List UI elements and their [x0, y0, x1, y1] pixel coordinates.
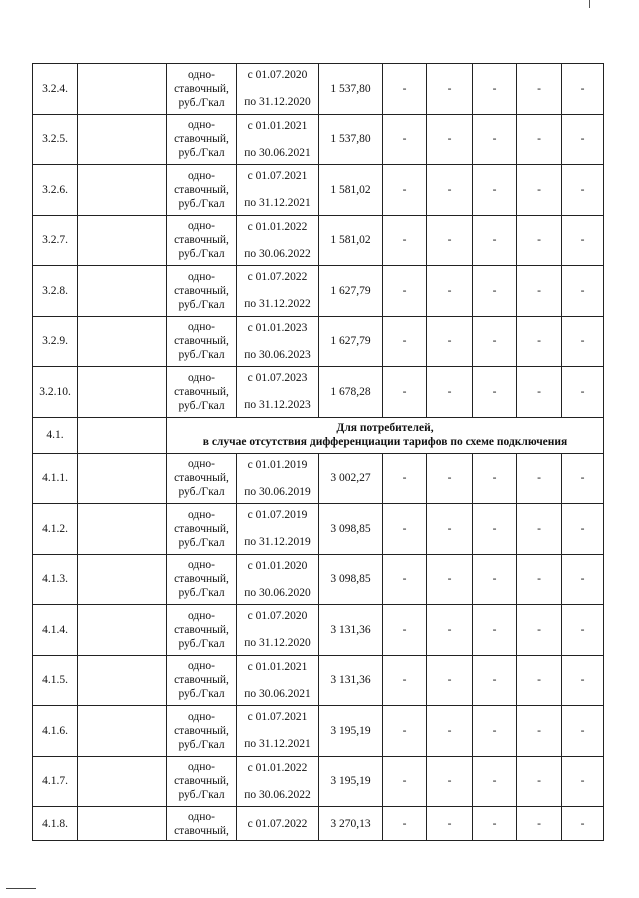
unit-line: руб./Гкал — [178, 197, 225, 210]
row-tariff-value: 3 270,13 — [319, 807, 383, 841]
row-blank-cell — [78, 266, 167, 317]
row-blank-cell — [78, 367, 167, 418]
row-empty-value: - — [562, 453, 604, 504]
period-to: по 30.06.2021 — [244, 146, 311, 159]
period-to: по 31.12.2021 — [244, 738, 311, 751]
row-empty-value: - — [473, 266, 517, 317]
row-empty-value: - — [473, 756, 517, 807]
unit-line: одно- — [187, 761, 215, 774]
row-empty-value: - — [427, 367, 473, 418]
row-empty-value: - — [383, 504, 427, 555]
table-row — [33, 165, 604, 216]
table-row — [33, 655, 604, 706]
table-row — [33, 64, 604, 115]
row-unit — [167, 655, 237, 706]
row-empty-value: - — [383, 605, 427, 656]
row-empty-value: - — [383, 215, 427, 266]
row-empty-value: - — [383, 367, 427, 418]
row-blank-cell — [78, 316, 167, 367]
period-from: с 01.01.2019 — [247, 458, 308, 471]
row-empty-value: - — [427, 756, 473, 807]
row-empty-value: - — [473, 64, 517, 115]
row-empty-value: - — [427, 504, 473, 555]
table-row — [33, 605, 604, 656]
unit-line: ставочный, — [174, 385, 229, 398]
period-from: с 01.07.2022 — [247, 271, 308, 284]
unit-line: одно- — [187, 810, 215, 823]
period-to: по 31.12.2021 — [244, 197, 311, 210]
row-unit — [167, 504, 237, 555]
unit-line: ставочный, — [174, 824, 229, 837]
section-code: 4.1. — [33, 417, 78, 453]
unit-line: руб./Гкал — [178, 298, 225, 311]
row-empty-value: - — [517, 64, 562, 115]
section-title-line1: Для потребителей, — [336, 422, 434, 434]
unit-line: одно- — [187, 220, 215, 233]
period-from: с 01.01.2023 — [247, 321, 308, 334]
unit-line: руб./Гкал — [178, 789, 225, 802]
row-empty-value: - — [517, 114, 562, 165]
period-to: по 30.06.2020 — [244, 586, 311, 599]
row-tariff-value: 1 678,28 — [319, 367, 383, 418]
row-code: 4.1.1. — [33, 453, 78, 504]
period-from: с 01.01.2022 — [247, 761, 308, 774]
row-empty-value: - — [562, 367, 604, 418]
row-empty-value: - — [473, 316, 517, 367]
period-to: по 30.06.2019 — [244, 485, 311, 498]
row-empty-value: - — [473, 807, 517, 841]
section-header-row — [33, 417, 604, 453]
period-to: по 30.06.2021 — [244, 687, 311, 700]
row-empty-value: - — [427, 605, 473, 656]
period-to: по 30.06.2022 — [244, 247, 311, 260]
unit-line: ставочный, — [174, 623, 229, 636]
row-period — [237, 165, 319, 216]
period-from: с 01.07.2022 — [247, 817, 308, 830]
row-empty-value: - — [473, 165, 517, 216]
row-empty-value: - — [427, 165, 473, 216]
table-row — [33, 504, 604, 555]
row-empty-value: - — [517, 165, 562, 216]
row-blank-cell — [78, 215, 167, 266]
row-empty-value: - — [427, 655, 473, 706]
row-empty-value: - — [517, 453, 562, 504]
row-code: 3.2.4. — [33, 64, 78, 115]
row-empty-value: - — [473, 655, 517, 706]
row-empty-value: - — [562, 706, 604, 757]
row-period — [237, 453, 319, 504]
row-empty-value: - — [383, 453, 427, 504]
period-from: с 01.01.2021 — [247, 119, 308, 132]
row-empty-value: - — [473, 554, 517, 605]
unit-line: одно- — [187, 68, 215, 81]
unit-line: руб./Гкал — [178, 147, 225, 160]
row-empty-value: - — [562, 504, 604, 555]
row-empty-value: - — [562, 165, 604, 216]
period-from: с 01.01.2020 — [247, 559, 308, 572]
row-code: 4.1.7. — [33, 756, 78, 807]
table-row — [33, 367, 604, 418]
row-empty-value: - — [517, 756, 562, 807]
row-code: 3.2.10. — [33, 367, 78, 418]
row-period — [237, 756, 319, 807]
row-tariff-value: 1 537,80 — [319, 114, 383, 165]
row-empty-value: - — [562, 266, 604, 317]
top-edge-mark — [589, 0, 590, 8]
unit-line: ставочный, — [174, 82, 229, 95]
row-blank-cell — [78, 605, 167, 656]
unit-line: одно- — [187, 169, 215, 182]
row-empty-value: - — [562, 756, 604, 807]
row-unit — [167, 554, 237, 605]
row-code: 3.2.6. — [33, 165, 78, 216]
unit-line: одно- — [187, 660, 215, 673]
row-code: 3.2.9. — [33, 316, 78, 367]
row-empty-value: - — [562, 655, 604, 706]
row-blank-cell — [78, 453, 167, 504]
period-from: с 01.07.2019 — [247, 509, 308, 522]
period-to: по 31.12.2020 — [244, 637, 311, 650]
row-period — [237, 605, 319, 656]
row-empty-value: - — [427, 554, 473, 605]
tariff-table — [32, 63, 604, 841]
row-empty-value: - — [517, 605, 562, 656]
unit-line: руб./Гкал — [178, 688, 225, 701]
row-empty-value: - — [517, 266, 562, 317]
row-tariff-value: 1 627,79 — [319, 266, 383, 317]
row-code: 4.1.6. — [33, 706, 78, 757]
unit-line: одно- — [187, 321, 215, 334]
row-blank-cell — [78, 807, 167, 841]
row-code: 3.2.8. — [33, 266, 78, 317]
unit-line: руб./Гкал — [178, 536, 225, 549]
row-empty-value: - — [517, 367, 562, 418]
section-title — [167, 417, 604, 453]
row-blank-cell — [78, 655, 167, 706]
row-empty-value: - — [562, 554, 604, 605]
row-empty-value: - — [562, 64, 604, 115]
row-empty-value: - — [473, 453, 517, 504]
row-empty-value: - — [427, 706, 473, 757]
row-unit — [167, 114, 237, 165]
row-period — [237, 316, 319, 367]
unit-line: руб./Гкал — [178, 248, 225, 261]
unit-line: ставочный, — [174, 522, 229, 535]
row-period — [237, 367, 319, 418]
row-empty-value: - — [427, 215, 473, 266]
row-empty-value: - — [473, 605, 517, 656]
unit-line: ставочный, — [174, 284, 229, 297]
row-empty-value: - — [383, 165, 427, 216]
unit-line: ставочный, — [174, 573, 229, 586]
row-empty-value: - — [562, 114, 604, 165]
row-empty-value: - — [473, 215, 517, 266]
row-period — [237, 215, 319, 266]
row-empty-value: - — [517, 215, 562, 266]
row-unit — [167, 266, 237, 317]
row-code: 4.1.4. — [33, 605, 78, 656]
last-row-group — [33, 807, 604, 841]
row-tariff-value: 3 098,85 — [319, 504, 383, 555]
table-row — [33, 114, 604, 165]
row-period — [237, 706, 319, 757]
unit-line: одно- — [187, 710, 215, 723]
row-tariff-value: 1 581,02 — [319, 215, 383, 266]
unit-line: одно- — [187, 559, 215, 572]
row-empty-value: - — [473, 706, 517, 757]
row-unit — [167, 215, 237, 266]
row-tariff-value: 3 131,36 — [319, 605, 383, 656]
row-empty-value: - — [427, 807, 473, 841]
row-code: 4.1.3. — [33, 554, 78, 605]
row-blank-cell — [78, 165, 167, 216]
unit-line: ставочный, — [174, 775, 229, 788]
period-from: с 01.01.2022 — [247, 220, 308, 233]
row-code: 4.1.8. — [33, 807, 78, 841]
rows-group-3-2 — [33, 64, 604, 418]
row-tariff-value: 3 098,85 — [319, 554, 383, 605]
period-to: по 31.12.2020 — [244, 96, 311, 109]
table-row — [33, 706, 604, 757]
unit-line: ставочный, — [174, 724, 229, 737]
row-period — [237, 114, 319, 165]
unit-line: руб./Гкал — [178, 399, 225, 412]
unit-line: одно- — [187, 270, 215, 283]
unit-line: одно- — [187, 609, 215, 622]
row-empty-value: - — [383, 756, 427, 807]
table-row — [33, 807, 604, 841]
row-period — [237, 266, 319, 317]
row-blank-cell — [78, 554, 167, 605]
row-unit — [167, 605, 237, 656]
table-row — [33, 215, 604, 266]
row-period — [237, 504, 319, 555]
row-empty-value: - — [427, 114, 473, 165]
period-to: по 31.12.2019 — [244, 536, 311, 549]
row-tariff-value: 3 195,19 — [319, 756, 383, 807]
table-row — [33, 266, 604, 317]
period-to: по 31.12.2023 — [244, 399, 311, 412]
row-empty-value: - — [427, 266, 473, 317]
period-from: с 01.01.2021 — [247, 660, 308, 673]
table-row — [33, 316, 604, 367]
unit-line: одно- — [187, 119, 215, 132]
section-blank-cell — [78, 417, 167, 453]
row-empty-value: - — [562, 215, 604, 266]
unit-line: руб./Гкал — [178, 96, 225, 109]
unit-line: ставочный, — [174, 674, 229, 687]
row-empty-value: - — [473, 367, 517, 418]
row-tariff-value: 1 537,80 — [319, 64, 383, 115]
row-empty-value: - — [427, 316, 473, 367]
row-empty-value: - — [427, 64, 473, 115]
row-tariff-value: 1 627,79 — [319, 316, 383, 367]
row-code: 4.1.2. — [33, 504, 78, 555]
unit-line: ставочный, — [174, 234, 229, 247]
period-from: с 01.07.2020 — [247, 69, 308, 82]
row-tariff-value: 3 002,27 — [319, 453, 383, 504]
row-unit — [167, 453, 237, 504]
row-unit — [167, 367, 237, 418]
row-tariff-value: 3 131,36 — [319, 655, 383, 706]
table-row — [33, 554, 604, 605]
period-from: с 01.07.2021 — [247, 711, 308, 724]
row-unit — [167, 807, 237, 841]
row-empty-value: - — [562, 316, 604, 367]
row-unit — [167, 165, 237, 216]
row-empty-value: - — [383, 807, 427, 841]
row-empty-value: - — [383, 655, 427, 706]
period-from: с 01.07.2020 — [247, 610, 308, 623]
unit-line: руб./Гкал — [178, 637, 225, 650]
unit-line: одно- — [187, 458, 215, 471]
row-empty-value: - — [427, 453, 473, 504]
row-blank-cell — [78, 114, 167, 165]
unit-line: ставочный, — [174, 183, 229, 196]
footer-line — [6, 888, 36, 889]
unit-line: руб./Гкал — [178, 587, 225, 600]
period-to: по 30.06.2023 — [244, 348, 311, 361]
row-blank-cell — [78, 504, 167, 555]
row-empty-value: - — [517, 706, 562, 757]
table-row — [33, 756, 604, 807]
row-empty-value: - — [562, 605, 604, 656]
unit-line: руб./Гкал — [178, 349, 225, 362]
row-unit — [167, 64, 237, 115]
row-tariff-value: 3 195,19 — [319, 706, 383, 757]
row-empty-value: - — [383, 64, 427, 115]
row-blank-cell — [78, 756, 167, 807]
row-period — [237, 807, 319, 841]
row-unit — [167, 756, 237, 807]
row-empty-value: - — [562, 807, 604, 841]
row-empty-value: - — [383, 706, 427, 757]
period-to: по 30.06.2022 — [244, 788, 311, 801]
row-empty-value: - — [517, 655, 562, 706]
row-period — [237, 554, 319, 605]
period-from: с 01.07.2021 — [247, 170, 308, 183]
row-empty-value: - — [383, 266, 427, 317]
section-title-line2: в случае отсутствия дифференциации тарифов по схеме подключения — [202, 436, 568, 448]
row-code: 3.2.5. — [33, 114, 78, 165]
period-from: с 01.07.2023 — [247, 372, 308, 385]
table-row — [33, 453, 604, 504]
row-period — [237, 64, 319, 115]
row-empty-value: - — [517, 316, 562, 367]
row-empty-value: - — [517, 807, 562, 841]
row-unit — [167, 706, 237, 757]
unit-line: одно- — [187, 371, 215, 384]
unit-line: руб./Гкал — [178, 486, 225, 499]
unit-line: ставочный, — [174, 133, 229, 146]
row-empty-value: - — [383, 114, 427, 165]
period-to: по 31.12.2022 — [244, 298, 311, 311]
rows-group-4-1 — [33, 453, 604, 807]
section-header-group — [33, 417, 604, 453]
row-period — [237, 655, 319, 706]
row-empty-value: - — [473, 114, 517, 165]
row-code: 4.1.5. — [33, 655, 78, 706]
unit-line: ставочный, — [174, 472, 229, 485]
row-blank-cell — [78, 706, 167, 757]
row-empty-value: - — [473, 504, 517, 555]
row-empty-value: - — [383, 554, 427, 605]
row-unit — [167, 316, 237, 367]
unit-line: ставочный, — [174, 335, 229, 348]
row-tariff-value: 1 581,02 — [319, 165, 383, 216]
row-empty-value: - — [517, 554, 562, 605]
unit-line: руб./Гкал — [178, 738, 225, 751]
row-empty-value: - — [517, 504, 562, 555]
row-code: 3.2.7. — [33, 215, 78, 266]
row-blank-cell — [78, 64, 167, 115]
row-empty-value: - — [383, 316, 427, 367]
unit-line: одно- — [187, 508, 215, 521]
